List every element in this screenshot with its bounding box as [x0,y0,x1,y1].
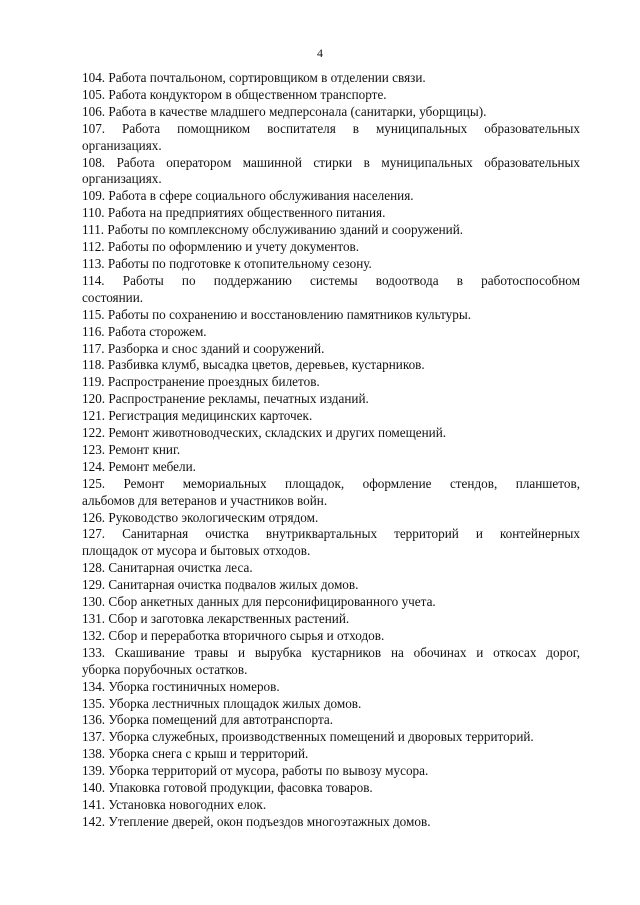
list-item: 142. Утепление дверей, окон подъездов многоэтажных домов. [82,813,431,829]
list-item: 109. Работа в сфере социального обслуживания населения. [82,188,414,204]
list-item: 126. Руководство экологическим отрядом. [82,509,319,525]
list-item: 112. Работы по оформлению и учету документов. [82,239,360,255]
list-item: 116. Работа сторожем. [82,323,207,339]
list-item: 140. Упаковка готовой продукции, фасовка товаров. [82,780,373,796]
list-item-first-line: 108. Работа оператором машинной стирки в муниципальных образовательных [82,154,580,170]
list-item: 130. Сбор анкетных данных для персонифицированного учета. [82,594,436,610]
list-item-first-line: 125. Ремонт мемориальных площадок, оформление стендов, планшетов, [82,475,580,491]
list-item: 119. Распространение проездных билетов. [82,374,320,390]
list-item: 113. Работы по подготовке к отопительному сезону. [82,255,372,271]
list-item: 122. Ремонт животноводческих, складских и других помещений. [82,425,447,441]
page-number: 4 [317,46,323,60]
list-item: 121. Регистрация медицинских карточек. [82,408,313,424]
list-item [82,121,580,155]
list-item: 123. Ремонт книг. [82,441,181,457]
list-item: 134. Уборка гостиничных номеров. [82,678,280,694]
list-item: 138. Уборка снега с крыш и территорий. [82,746,309,762]
list-item [82,476,580,510]
list-item: 139. Уборка территорий от мусора, работы по вывозу мусора. [82,763,429,779]
list-item: 115. Работы по сохранению и восстановлению памятников культуры. [82,306,472,322]
list-item [82,645,580,679]
list-item-continuation: уборка порубочных остатков. [82,661,248,677]
list-item: 120. Распространение рекламы, печатных изданий. [82,391,369,407]
list-item-continuation: состоянии. [82,289,144,305]
list-item-first-line: 114. Работы по поддержанию системы водоотвода в работоспособном [82,272,580,288]
work-list [82,70,580,831]
list-item [82,273,580,307]
list-item: 105. Работа кондуктором в общественном транспорте. [82,86,387,102]
list-item: 128. Санитарная очистка леса. [82,560,253,576]
list-item-continuation: альбомов для ветеранов и участников войн. [82,492,328,508]
list-item: 110. Работа на предприятиях общественного питания. [82,205,386,221]
list-item: 141. Установка новогодних елок. [82,796,267,812]
list-item-continuation: организациях. [82,171,162,187]
list-item [82,526,580,560]
list-item: 117. Разборка и снос зданий и сооружений. [82,340,325,356]
list-item-continuation: площадок от мусора и бытовых отходов. [82,543,311,559]
list-item: 132. Сбор и переработка вторичного сырья и отходов. [82,627,385,643]
list-item: 106. Работа в качестве младшего медперсонала (санитарки, уборщицы). [82,103,487,119]
list-item: 131. Сбор и заготовка лекарственных растений. [82,611,350,626]
list-item: 136. Уборка помещений для автотранспорта. [82,712,334,728]
list-item [82,155,580,189]
list-item: 137. Уборка служебных, производственных помещений и дворовых территорий. [82,729,534,745]
list-item-first-line: 127. Санитарная очистка внутриквартальных территорий и контейнерных [82,526,580,542]
list-item: 135. Уборка лестничных площадок жилых домов. [82,695,362,711]
list-item-continuation: организациях. [82,137,162,153]
list-item: 104. Работа почтальоном, сортировщиком в отделении связи. [82,70,426,85]
list-item: 129. Санитарная очистка подвалов жилых домов. [82,577,359,593]
list-item-first-line: 133. Скашивание травы и вырубка кустарников на обочинах и откосах дорог, [82,644,580,660]
list-item: 118. Разбивка клумб, высадка цветов, деревьев, кустарников. [82,357,425,373]
list-item: 111. Работы по комплексному обслуживанию зданий и сооружений. [82,222,464,238]
list-item: 124. Ремонт мебели. [82,458,196,474]
list-item-first-line: 107. Работа помощником воспитателя в муниципальных образовательных [82,120,580,136]
